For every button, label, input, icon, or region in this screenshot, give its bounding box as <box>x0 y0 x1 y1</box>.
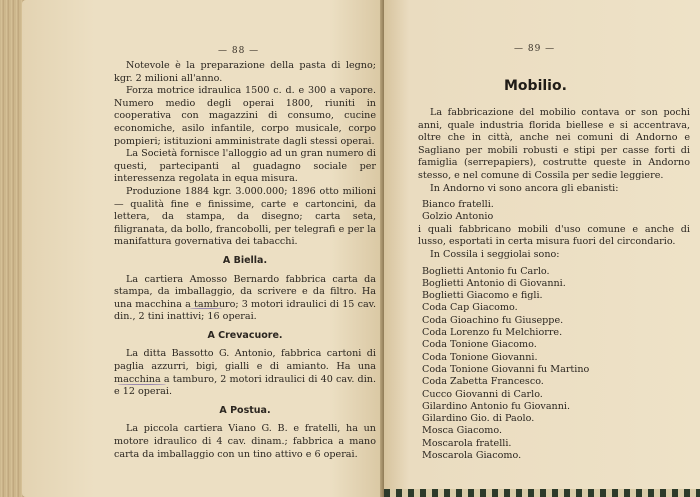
list-item: Coda Cap Giacomo. <box>422 302 518 314</box>
andorno-note: i quali fabbricano mobili d'uso comune e anche di lusso, esportati in certa misura fuori del circondario. <box>418 223 690 248</box>
left-page-body <box>114 60 376 461</box>
paragraph: Notevole è la preparazione della pasta di legno; kgr. 2 milioni all'anno. <box>114 60 376 84</box>
right-page <box>384 0 700 497</box>
list-item: Cucco Giovanni di Carlo. <box>422 388 543 400</box>
page-bottom-edge <box>384 489 700 497</box>
list-item: Gilardino Antonio fu Giovanni. <box>422 400 571 412</box>
list-item: Golzio Antonio <box>422 211 494 223</box>
list-item: Gilardino Gio. di Paolo. <box>422 413 535 425</box>
cossila-intro: In Cossila i seggiolai sono: <box>430 248 560 260</box>
chapter-title: Mobilio. <box>504 78 567 94</box>
section-heading-biella: A Biella. <box>222 254 268 266</box>
list-item: Coda Zabetta Francesco. <box>422 376 544 388</box>
section-text-biella: La cartiera Amosso Bernardo fabbrica carta da stampa, da imballaggio, da scrivere e da filtro. Ha una macchina a tamburo; 3 motori idraulici di 15 cav. din., 2 tini inattivi; 16 operai. <box>114 273 376 323</box>
list-item: Boglietti Antonio fu Carlo. <box>422 265 550 277</box>
list-item: Boglietti Giacomo e figli. <box>422 290 543 302</box>
paragraph: Produzione 1884 kgr. 3.000.000; 1896 otto milioni — qualità fine e finissime, carte e cartoncini, da lettera, da stampa, da disegno; carta seta, filigranata, da bollo, francobolli, per telegrafi e per la manifattura governativa dei tabacchi. <box>114 185 376 248</box>
pencil-underline <box>190 308 222 309</box>
paragraph: Forza motrice idraulica 1500 c. d. e 300 a vapore. Numero medio degli operai 1800, riuniti in cooperativa con magazzini di consumo, cucine economiche, asilo infantile, corpo musicale, corpo pompieri; istituzioni amministrate dagli stessi operai. <box>114 85 376 147</box>
list-item: Mosca Giacomo. <box>422 425 503 437</box>
section-text-crevacuore: La ditta Bassotto G. Antonio, fabbrica cartoni di paglia azzurri, bigi, gialli e di amianto. Ha una macchina a tamburo, 2 motori idraulici di 40 cav. din. e 12 operai. <box>114 348 376 398</box>
list-item: Coda Tonione Giacomo. <box>422 339 537 351</box>
cossila-list <box>422 266 690 463</box>
andorno-list <box>422 199 690 224</box>
pencil-underline <box>118 384 166 385</box>
right-page-number: — 89 — <box>514 44 556 54</box>
intro-paragraph: La fabbricazione del mobilio contava or son pochi anni, quale industria florida biellese e si accentrava, oltre che in città, anche nei comuni di Andorno e Sagliano per mobili robusti e stipi per casse forti di famiglia (serrepapiers), costrutte queste in Andorno stesso, e nel comune di Cossila per sedie leggiere. <box>418 107 690 181</box>
list-item: Coda Gioachino fu Giuseppe. <box>422 314 564 326</box>
list-item: Coda Lorenzo fu Melchiorre. <box>422 327 563 339</box>
andorno-intro: In Andorno vi sono ancora gli ebanisti: <box>430 182 619 194</box>
list-item: Moscarola Giacomo. <box>422 449 522 461</box>
left-page <box>22 0 384 497</box>
list-item: Coda Tonione Giovanni fu Martino <box>422 363 590 375</box>
section-heading-crevacuore: A Crevacuore. <box>207 329 283 341</box>
left-page-number: — 88 — <box>218 46 260 56</box>
list-item: Boglietti Antonio di Giovanni. <box>422 277 566 289</box>
section-text-postua: La piccola cartiera Viano G. B. e fratelli, ha un motore idraulico di 4 cav. dinam.; fabbrica a mano carta da imballaggio con un tino attivo e 6 operai. <box>114 423 376 460</box>
right-page-body <box>418 107 690 462</box>
paragraph: La Società fornisce l'alloggio ad un gran numero di questi, partecipanti al guadagno sociale per interessenza regolata in equa misura. <box>114 148 376 185</box>
section-heading-postua: A Postua. <box>219 404 271 416</box>
list-item: Coda Tonione Giovanni. <box>422 351 538 363</box>
list-item: Bianco fratelli. <box>422 199 494 211</box>
list-item: Moscarola fratelli. <box>422 437 512 449</box>
